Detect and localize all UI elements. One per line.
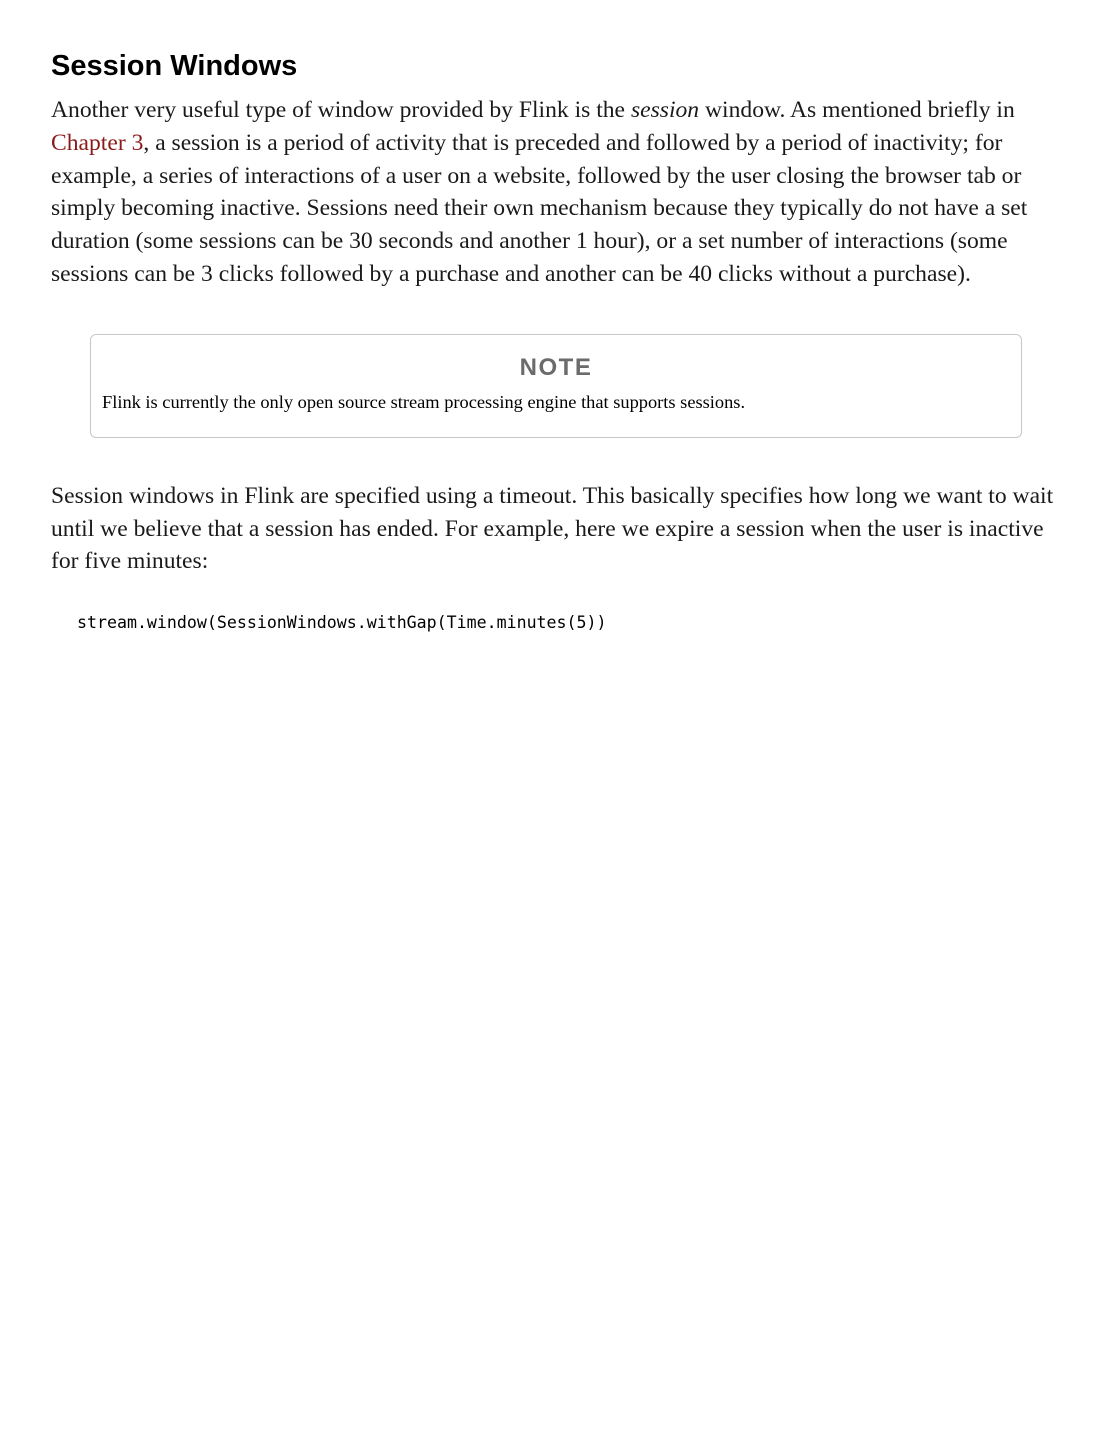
page-content — [51, 44, 1063, 634]
timeout-paragraph: Session windows in Flink are specified using a timeout. This basically specifies how long we want to wait until we believe that a session has ended. For example, here we expire a session when the user is inactive for five minutes: — [51, 482, 1054, 575]
chapter-3-link[interactable]: Chapter 3 — [51, 129, 144, 156]
note-text: Flink is currently the only open source stream processing engine that supports sessions. — [102, 391, 746, 412]
intro-text-middle: window. As mentioned briefly in — [699, 97, 1015, 123]
intro-paragraph — [51, 94, 1063, 291]
intro-text-start: Another very useful type of window provided by Flink is the — [51, 97, 631, 123]
session-emphasis: session — [630, 97, 700, 123]
note-title: NOTE — [519, 353, 593, 381]
code-snippet: stream.window(SessionWindows.withGap(Time.minutes(5)) — [77, 613, 607, 633]
note-box — [90, 334, 1022, 438]
intro-text-end: , a session is a period of activity that is preceded and followed by a period of inactivity; for example, a series of interactions of a user on a website, followed by the user closing the browser tab or simply becoming inactive. Sessions need their own mechanism because they typically do not have a set duration (some sessions can be 30 seconds and another 1 hour), or a set number of interactions (some sessions can be 3 clicks followed by a purchase and another can be 40 clicks without a purchase). — [51, 129, 1028, 287]
section-title: Session Windows — [51, 50, 298, 82]
